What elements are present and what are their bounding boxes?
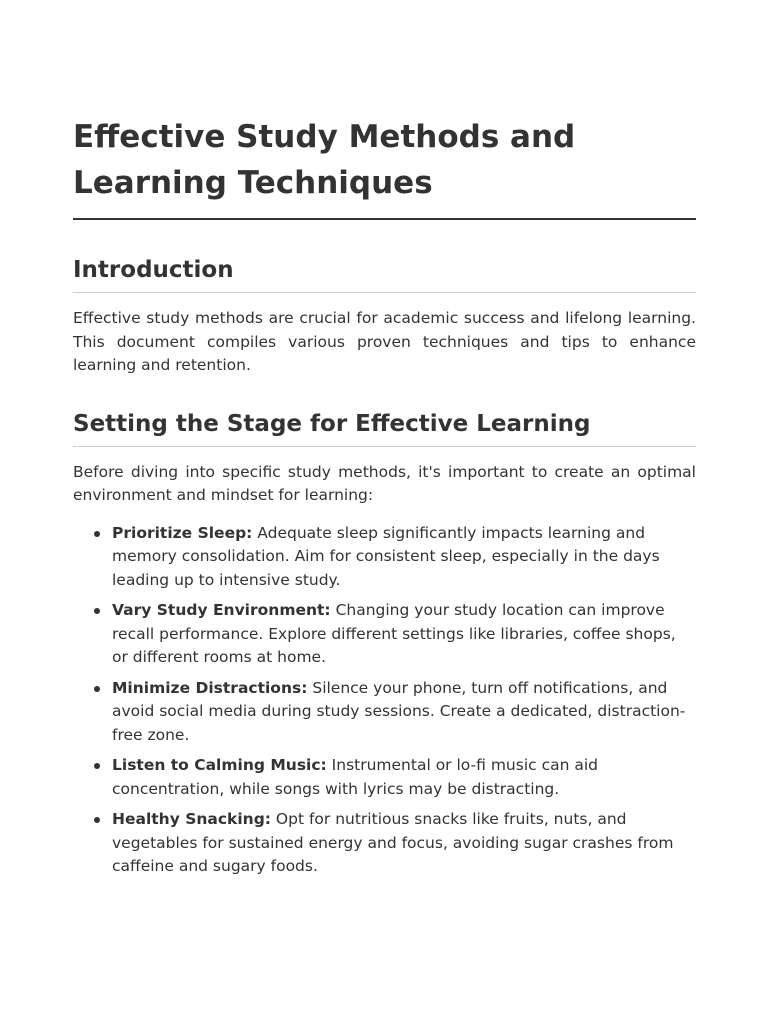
section-heading-introduction: Introduction (73, 254, 696, 293)
bullet-icon (94, 531, 100, 537)
list-item-term: Vary Study Environment: (112, 601, 331, 619)
list-item-text: Instrumental or lo-fi music can aid concentration, while songs with lyrics may be distracting. (112, 756, 598, 798)
bullet-icon (94, 817, 100, 823)
bullet-icon (94, 763, 100, 769)
tips-list (73, 522, 696, 879)
bullet-icon (94, 686, 100, 692)
list-item-text: Adequate sleep significantly impacts learning and memory consolidation. Aim for consistent sleep, especially in the days leading up to intensive study. (112, 523, 660, 589)
document-title: Effective Study Methods and Learning Techniques (73, 114, 696, 220)
list-item (112, 808, 696, 879)
list-item-term: Minimize Distractions: (112, 678, 308, 697)
list-item (112, 599, 696, 670)
list-item-term: Listen to Calming Music: (112, 756, 327, 774)
section-heading-setting-the-stage: Setting the Stage for Effective Learning (73, 408, 696, 447)
list-item (112, 754, 696, 801)
list-item (112, 677, 696, 748)
list-item-term: Healthy Snacking: (112, 810, 271, 828)
setting-the-stage-paragraph: Before diving into specific study methods, it's important to create an optimal environment and mindset for learning: (73, 462, 696, 504)
list-item-text: Silence your phone, turn off notifications, and avoid social media during study sessions. Create a dedicated, distraction-free zone. (112, 678, 686, 744)
list-item-term: Prioritize Sleep: (112, 523, 253, 542)
list-item-text: Opt for nutritious snacks like fruits, nuts, and vegetables for sustained energy and focus, avoiding sugar crashes from caffeine and sugary foods. (112, 810, 674, 875)
bullet-icon (94, 608, 100, 614)
section-setting-the-stage (73, 408, 696, 879)
list-item (112, 522, 696, 593)
introduction-paragraph: Effective study methods are crucial for academic success and lifelong learning. This document compiles various proven techniques and tips to enhance learning and retention. (73, 309, 696, 374)
list-item-text: Changing your study location can improve recall performance. Explore different settings like libraries, coffee shops, or different rooms at home. (112, 601, 676, 666)
section-introduction (73, 254, 696, 378)
